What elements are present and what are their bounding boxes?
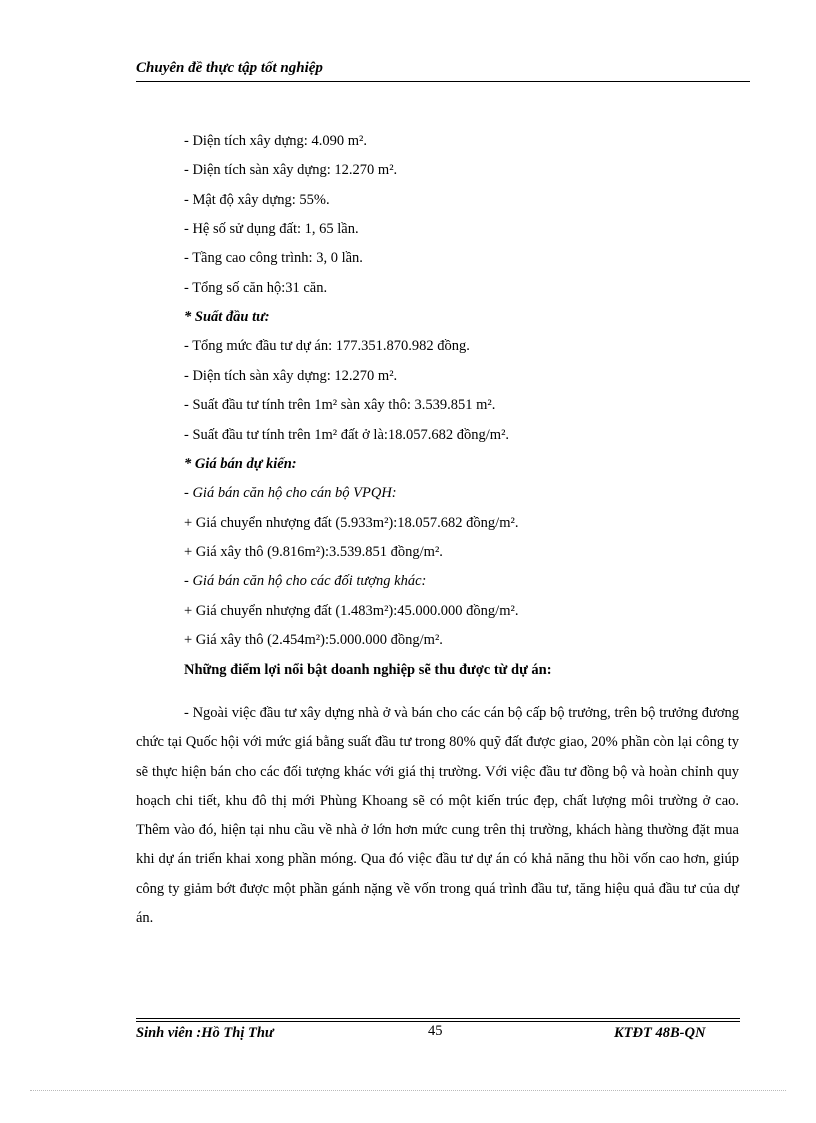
footer-divider-double xyxy=(136,1021,740,1022)
benefits-heading: Những điểm lợi nổi bật doanh nghiệp sẽ thu được từ dự án: xyxy=(184,662,552,678)
header-title: Chuyên đề thực tập tốt nghiệp xyxy=(136,60,323,76)
floors-line: - Tầng cao công trình: 3, 0 lần. xyxy=(184,250,363,266)
total-investment-line: - Tổng mức đầu tư dự án: 177.351.870.982 đồng. xyxy=(184,338,470,354)
page-bottom-border xyxy=(30,1090,786,1091)
rate-per-land-line: - Suất đầu tư tính trên 1m² đất ở là:18.057.682 đồng/m². xyxy=(184,427,510,443)
floor-area-line-2: - Diện tích sàn xây dựng: 12.270 m². xyxy=(184,368,398,384)
other-build-price-line: + Giá xây thô (2.454m²):5.000.000 đồng/m². xyxy=(184,632,443,648)
apartments-line: - Tổng số căn hộ:31 căn. xyxy=(184,280,328,296)
page-number: 45 xyxy=(428,1023,443,1039)
staff-build-price-line: + Giá xây thô (9.816m²):3.539.851 đồng/m². xyxy=(184,544,443,560)
floor-area-line: - Diện tích sàn xây dựng: 12.270 m². xyxy=(184,162,398,178)
price-heading: * Giá bán dự kiến: xyxy=(184,456,297,472)
benefits-paragraph: - Ngoài việc đầu tư xây dựng nhà ở và bán cho các cán bộ cấp bộ trưởng, trên bộ trưởng đương chức tại Quốc hội với mức giá bằng suất đầu tư trong 80% quỹ đất được giao, 20% phần còn lại công ty sẽ thực hiện bán cho các đối tượng khác với giá thị trường. Với việc đầu tư đồng bộ và hoàn chỉnh quy hoạch chi tiết, khu đô thị mới Phùng Khoang sẽ có một kiến trúc đẹp, chất lượng môi trường ở cao. Thêm vào đó, hiện tại nhu cầu về nhà ở lớn hơn mức cung trên thị trường, khách hàng thường đặt mua khi dự án triển khai xong phần móng. Qua đó việc đầu tư dự án có khả năng thu hồi vốn cao hơn, giúp công ty giảm bớt được một phần gánh nặng về vốn trong quá trình đầu tư, tăng hiệu quả đầu tư của dự án. xyxy=(136,705,739,927)
footer-student: Sinh viên :Hồ Thị Thư xyxy=(136,1025,274,1041)
staff-land-price-line: + Giá chuyển nhượng đất (5.933m²):18.057.682 đồng/m². xyxy=(184,515,519,531)
staff-price-subheading: - Giá bán căn hộ cho cán bộ VPQH: xyxy=(184,485,397,501)
density-line: - Mật độ xây dựng: 55%. xyxy=(184,192,330,208)
footer-divider xyxy=(136,1018,740,1019)
land-use-line: - Hệ số sử dụng đất: 1, 65 lần. xyxy=(184,221,359,237)
investment-heading: * Suất đầu tư: xyxy=(184,309,270,325)
header-divider xyxy=(136,81,750,82)
other-land-price-line: + Giá chuyển nhượng đất (1.483m²):45.000.000 đồng/m². xyxy=(184,603,519,619)
area-line: - Diện tích xây dựng: 4.090 m². xyxy=(184,133,367,149)
other-price-subheading: - Giá bán căn hộ cho các đối tượng khác: xyxy=(184,573,427,589)
footer-class-code: KTĐT 48B-QN xyxy=(614,1025,706,1041)
rate-per-floor-line: - Suất đầu tư tính trên 1m² sàn xây thô: 3.539.851 m². xyxy=(184,397,496,413)
